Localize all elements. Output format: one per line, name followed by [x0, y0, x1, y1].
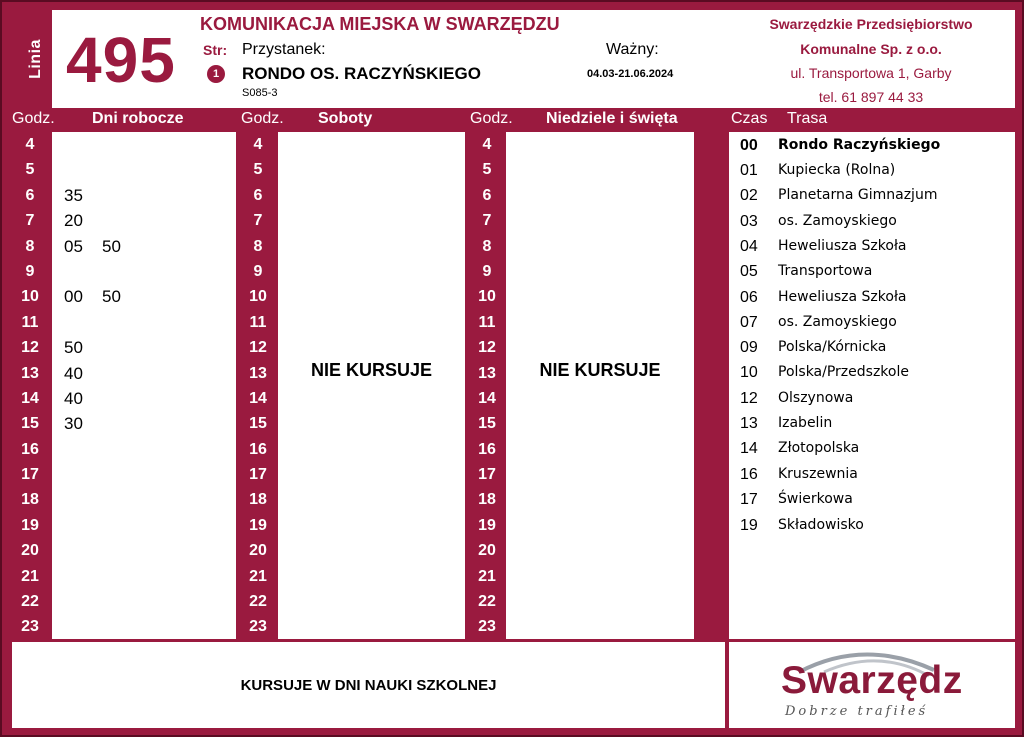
hour-label: 8 — [482, 237, 492, 255]
hour-label: 5 — [25, 161, 35, 179]
minutes-row — [52, 589, 236, 614]
route-time: 19 — [740, 517, 758, 534]
hour-label: 6 — [253, 186, 263, 204]
route-stop: Planetarna Gimnazjum — [778, 187, 938, 203]
hour-label: 9 — [482, 262, 492, 280]
minutes-row — [52, 437, 236, 462]
weekdays-header: Dni robocze — [92, 110, 184, 127]
route-stop: Rondo Raczyńskiego — [778, 137, 941, 153]
route-stop: Składowisko — [778, 517, 864, 533]
departure-minute: 50 — [64, 338, 83, 358]
hour-label: 5 — [482, 161, 492, 179]
hour-label: 23 — [249, 618, 267, 636]
hour-label: 20 — [249, 542, 267, 560]
hour-label: 15 — [249, 415, 267, 433]
hour-label: 19 — [21, 516, 39, 534]
hour-label: 7 — [253, 212, 263, 230]
saturdays-header: Soboty — [318, 110, 373, 127]
hour-label: 20 — [21, 542, 39, 560]
departure-minute: 30 — [64, 414, 83, 434]
route-stop: Olszynowa — [778, 390, 854, 406]
hour-label: 13 — [478, 364, 496, 382]
saturday-hours — [238, 132, 278, 640]
hour-label: 18 — [478, 491, 496, 509]
hour-label: 21 — [249, 567, 267, 585]
hour-label: 9 — [253, 262, 263, 280]
route-stop: Świerkowa — [778, 491, 853, 507]
hour-label: 7 — [25, 212, 35, 230]
hour-label: 11 — [478, 313, 496, 331]
route-list — [729, 132, 1015, 639]
linia-label-box — [20, 10, 52, 108]
company-address: ul. Transportowa 1, Garby — [790, 65, 952, 81]
saturday-hour-header: Godz. — [241, 110, 284, 127]
hour-label: 13 — [249, 364, 267, 382]
linia-label: Linia — [27, 39, 44, 79]
hour-label: 21 — [21, 567, 39, 585]
minutes-row — [52, 462, 236, 487]
route-stop: os. Zamoyskiego — [778, 213, 897, 229]
system-title: KOMUNIKACJA MIEJSKA W SWARZĘDZU — [200, 14, 560, 34]
hour-label: 12 — [249, 339, 267, 357]
direction-badge: 1 — [207, 65, 225, 83]
minutes-row — [52, 310, 236, 335]
hour-label: 14 — [21, 389, 39, 407]
hour-label: 12 — [478, 339, 496, 357]
company-phone: tel. 61 897 44 33 — [818, 89, 924, 105]
route-time: 10 — [740, 364, 758, 381]
hour-label: 17 — [478, 466, 496, 484]
hour-label: 9 — [25, 262, 35, 280]
hour-label: 10 — [249, 288, 267, 306]
departure-minute: 50 — [102, 287, 121, 307]
valid-dates: 04.03-21.06.2024 — [587, 68, 674, 80]
sunday-hours — [467, 132, 507, 640]
hour-label: 4 — [253, 136, 263, 153]
minutes-row — [52, 183, 236, 208]
hour-label: 15 — [21, 415, 39, 433]
hour-label: 7 — [482, 212, 492, 230]
sundays-header: Niedziele i święta — [546, 110, 678, 127]
hour-label: 15 — [478, 415, 496, 433]
hour-label: 6 — [482, 186, 492, 204]
hour-label: 4 — [25, 136, 35, 153]
route-time: 12 — [740, 390, 758, 407]
departure-minute: 35 — [64, 185, 83, 205]
departure-minute: 20 — [64, 211, 83, 231]
hour-label: 18 — [249, 491, 267, 509]
route-time: 03 — [740, 213, 758, 230]
footer-note-box — [12, 642, 725, 728]
hour-label: 10 — [478, 288, 496, 306]
route-time: 02 — [740, 187, 758, 204]
hour-label: 10 — [21, 288, 39, 306]
route-stop: Heweliusza Szkoła — [778, 238, 907, 254]
sunday-minutes — [506, 132, 694, 639]
hour-label: 5 — [253, 161, 263, 179]
hour-label: 11 — [21, 313, 39, 331]
minutes-row — [52, 284, 236, 309]
hour-label: 8 — [253, 237, 263, 255]
departure-minute: 40 — [64, 363, 83, 383]
stop-name: RONDO OS. RACZYŃSKIEGO — [242, 64, 481, 83]
hour-label: 18 — [21, 491, 39, 509]
minutes-row — [52, 132, 236, 157]
departure-minute: 40 — [64, 388, 83, 408]
swarzedz-logo — [729, 642, 1015, 728]
company-name-1: Swarzędzkie Przedsiębiorstwo — [769, 16, 973, 32]
route-stop: Kruszewnia — [778, 466, 858, 482]
hour-label: 14 — [249, 389, 267, 407]
saturday-minutes — [278, 132, 465, 639]
line-number: 495 — [66, 24, 176, 96]
hour-label: 16 — [249, 440, 267, 458]
hour-label: 17 — [249, 466, 267, 484]
saturday-no-service: NIE KURSUJE — [310, 360, 433, 380]
route-time: 09 — [740, 339, 758, 356]
route-stop: Heweliusza Szkoła — [778, 289, 907, 305]
minutes-row — [52, 513, 236, 538]
hour-label: 21 — [478, 567, 496, 585]
route-stop: Złotopolska — [778, 440, 860, 456]
route-stop: os. Zamoyskiego — [778, 314, 897, 330]
minutes-row — [52, 335, 236, 360]
weekday-minutes — [52, 132, 236, 639]
route-stop: Kupiecka (Rolna) — [778, 162, 896, 178]
route-time: 04 — [740, 238, 758, 255]
hour-label: 4 — [482, 136, 492, 153]
route-stop: Transportowa — [778, 263, 873, 279]
hour-label: 20 — [478, 542, 496, 560]
minutes-row — [52, 234, 236, 259]
route-header: Trasa — [787, 110, 828, 127]
minutes-row — [52, 564, 236, 589]
minutes-row — [52, 208, 236, 233]
route-time: 16 — [740, 466, 758, 483]
direction-label: Str: — [203, 42, 228, 58]
logo-slogan: Dobrze trafiłeś — [785, 704, 929, 719]
hour-label: 16 — [478, 440, 496, 458]
logo-name: Swarzędz — [781, 659, 963, 702]
minutes-row — [52, 538, 236, 563]
hour-label: 19 — [249, 516, 267, 534]
sunday-no-service: NIE KURSUJE — [539, 360, 661, 380]
hour-label: 22 — [478, 593, 496, 611]
route-stop: Izabelin — [778, 415, 833, 431]
route-time: 06 — [740, 289, 758, 306]
footer-note: KURSUJE W DNI NAUKI SZKOLNEJ — [240, 676, 497, 694]
hour-label: 23 — [21, 618, 39, 636]
stop-code: S085-3 — [242, 87, 278, 99]
sunday-hour-header: Godz. — [470, 110, 513, 127]
departure-minute: 00 — [64, 287, 83, 307]
departure-minute: 05 — [64, 236, 83, 256]
minutes-row — [52, 487, 236, 512]
route-time: 14 — [740, 440, 758, 457]
hour-label: 14 — [478, 389, 496, 407]
hour-label: 13 — [21, 364, 39, 382]
route-time: 05 — [740, 263, 758, 280]
hour-label: 16 — [21, 440, 39, 458]
time-header: Czas — [731, 110, 768, 127]
route-stop: Polska/Przedszkole — [778, 364, 909, 380]
route-time: 01 — [740, 162, 758, 179]
route-time: 13 — [740, 415, 758, 432]
hour-label: 23 — [478, 618, 496, 636]
hour-label: 12 — [21, 339, 39, 357]
minutes-row — [52, 614, 236, 639]
route-time: 07 — [740, 314, 758, 331]
minutes-row — [52, 259, 236, 284]
minutes-row — [52, 361, 236, 386]
route-time: 17 — [740, 491, 758, 508]
departure-minute: 50 — [102, 236, 121, 256]
hour-label: 22 — [21, 593, 39, 611]
weekday-hours — [10, 132, 50, 640]
hour-label: 11 — [249, 313, 267, 331]
hour-label: 22 — [249, 593, 267, 611]
weekday-hour-header: Godz. — [12, 110, 55, 127]
stop-label: Przystanek: — [242, 41, 326, 58]
valid-label: Ważny: — [606, 41, 659, 58]
hour-label: 17 — [21, 466, 39, 484]
minutes-row — [52, 157, 236, 182]
hour-label: 19 — [478, 516, 496, 534]
route-stop: Polska/Kórnicka — [778, 339, 887, 355]
hour-label: 6 — [25, 186, 35, 204]
minutes-row — [52, 411, 236, 436]
route-time: 00 — [740, 137, 758, 154]
company-name-2: Komunalne Sp. z o.o. — [800, 41, 942, 57]
minutes-row — [52, 386, 236, 411]
hour-label: 8 — [25, 237, 35, 255]
